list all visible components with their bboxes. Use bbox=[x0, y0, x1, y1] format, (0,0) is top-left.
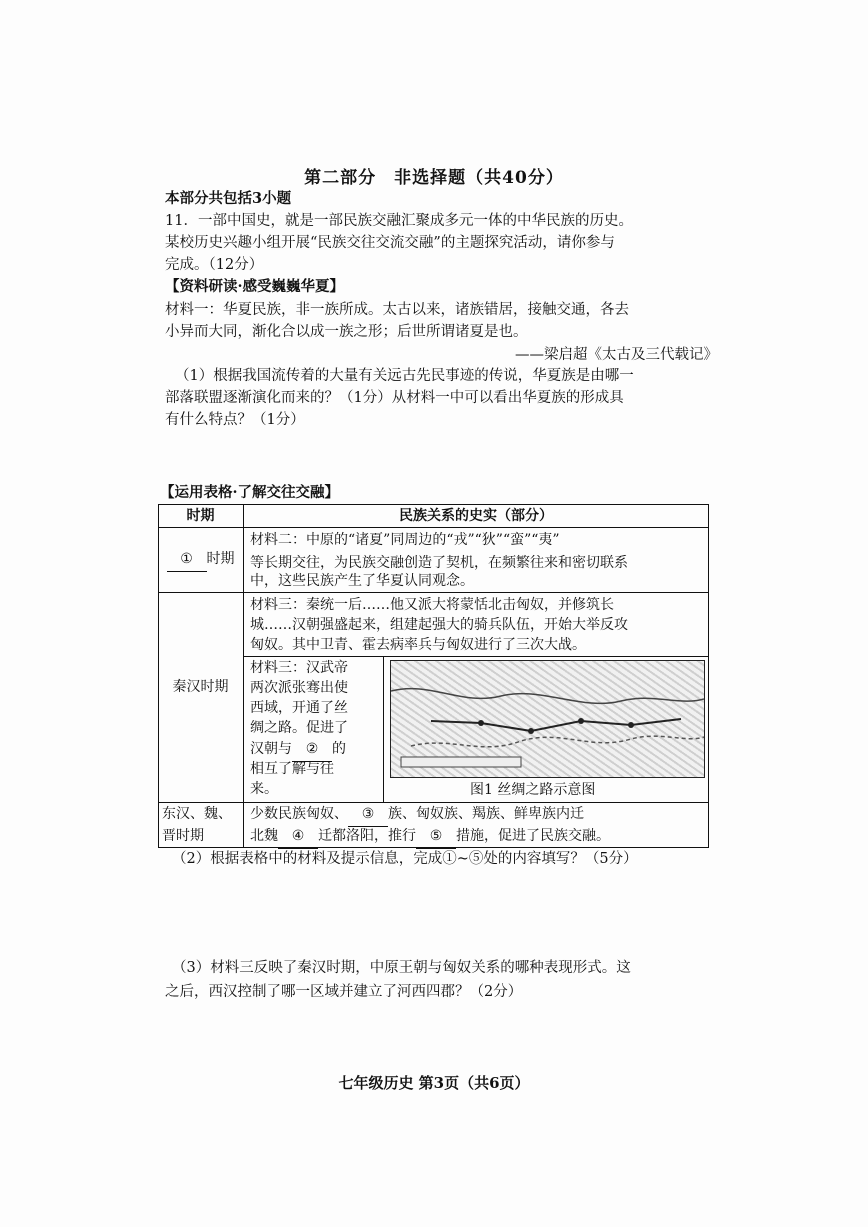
blank-3[interactable]: ③ bbox=[348, 803, 388, 827]
q11-line2: 某校历史兴趣小组开展“民族交往交流交融”的主题探究活动，请你参与 bbox=[165, 235, 615, 251]
blank-2[interactable]: ② bbox=[292, 738, 332, 762]
row1-line2: 等长期交往，为民族交融创造了契机，在频繁往来和密切联系 bbox=[250, 555, 628, 571]
row3-period-line2: 晋时期 bbox=[162, 828, 204, 844]
material1-source: ——梁启超《太古及三代载记》 bbox=[515, 347, 718, 363]
q1-line1: （1）根据我国流传着的大量有关远古先民事迹的传说，华夏族是由哪一 bbox=[175, 368, 634, 384]
row3-line2 bbox=[250, 825, 610, 849]
row3-period-line1: 东汉、魏、 bbox=[162, 806, 232, 822]
map-illustration bbox=[391, 661, 704, 777]
row1-line1: 材料二：中原的“诸夏”同周边的“戎”“狄”“蛮”“夷” bbox=[250, 532, 560, 548]
q3-line1: （3）材料三反映了秦汉时期，中原王朝与匈奴关系的哪种表现形式。这 bbox=[172, 960, 631, 976]
row2-line3: 匈奴。其中卫青、霍去病率兵与匈奴进行了三次大战。 bbox=[250, 637, 586, 653]
row2b-line2: 两次派张骞出使 bbox=[250, 680, 348, 696]
row2-period: 秦汉时期 bbox=[172, 679, 229, 695]
q2: （2）根据表格中的材料及提示信息，完成①~⑤处的内容填写？（5分） bbox=[172, 851, 638, 867]
page-footer: 七年级历史 第3页（共6页） bbox=[338, 1074, 530, 1092]
row2b-line5-post: 的 bbox=[332, 741, 346, 757]
row2b-line5-pre: 汉朝与 bbox=[250, 741, 292, 757]
row2b-line7: 来。 bbox=[250, 781, 278, 797]
blank-4[interactable]: ④ bbox=[278, 825, 318, 849]
row2b-line1: 材料三：汉武帝 bbox=[250, 660, 348, 676]
q1-line2: 部落联盟逐渐演化而来的？（1分）从材料一中可以看出华夏族的形成具 bbox=[165, 390, 624, 406]
blank-1[interactable]: ① bbox=[167, 548, 207, 572]
row3-line2-post: 措施，促进了民族交融。 bbox=[456, 828, 610, 844]
row3-line2-pre: 北魏 bbox=[250, 828, 278, 844]
table-divider bbox=[243, 504, 244, 848]
part-intro: 本部分共包括3小题 bbox=[165, 190, 292, 207]
q11-line3: 完成。（12分） bbox=[165, 257, 264, 273]
row1-line3: 中，这些民族产生了华夏认同观念。 bbox=[250, 573, 474, 589]
silk-road-map bbox=[390, 660, 705, 778]
row3-line1-pre: 少数民族匈奴、 bbox=[250, 806, 348, 822]
table-header-facts: 民族关系的史实（部分） bbox=[399, 508, 553, 524]
row2-line1: 材料三：秦统一后……他又派大将蒙恬北击匈奴，并修筑长 bbox=[250, 597, 614, 613]
q3-line2: 之后，西汉控制了哪一区域并建立了河西四郡？（2分） bbox=[165, 984, 523, 1000]
row3-line1-post: 族、匈奴族、羯族、鲜卑族内迁 bbox=[388, 806, 584, 822]
q1-line3: 有什么特点？（1分） bbox=[165, 412, 305, 428]
row2b-line6: 相互了解与往 bbox=[250, 761, 334, 777]
page-title: 第二部分 非选择题（共40分） bbox=[304, 168, 564, 188]
blank-5[interactable]: ⑤ bbox=[416, 825, 456, 849]
map-caption: 图1 丝绸之路示意图 bbox=[470, 782, 596, 798]
row3-line1 bbox=[250, 803, 584, 827]
row2b-line3: 西域，开通了丝 bbox=[250, 700, 348, 716]
q11-line1: 11．一部中国史，就是一部民族交融汇聚成多元一体的中华民族的历史。 bbox=[165, 213, 633, 229]
material1-line2: 小异而大同，渐化合以成一族之形；后世所谓诸夏是也。 bbox=[165, 324, 528, 340]
row2b-line4: 绸之路。促进了 bbox=[250, 720, 348, 736]
section1-heading: 【资料研读·感受巍巍华夏】 bbox=[165, 278, 345, 295]
row2-line2: 城……汉朝强盛起来，组建起强大的骑兵队伍，开始大举反攻 bbox=[250, 617, 628, 633]
row1-period-suffix: 时期 bbox=[206, 551, 235, 567]
material1-line1: 材料一：华夏民族，非一族所成。太古以来，诸族错居，接触交通，各去 bbox=[165, 302, 629, 318]
table-divider bbox=[383, 656, 384, 802]
table-header-period: 时期 bbox=[186, 508, 215, 524]
section2-heading: 【运用表格·了解交往交融】 bbox=[160, 484, 340, 501]
row3-line2-mid: 迁都洛阳，推行 bbox=[318, 828, 416, 844]
row1-period bbox=[158, 548, 243, 572]
